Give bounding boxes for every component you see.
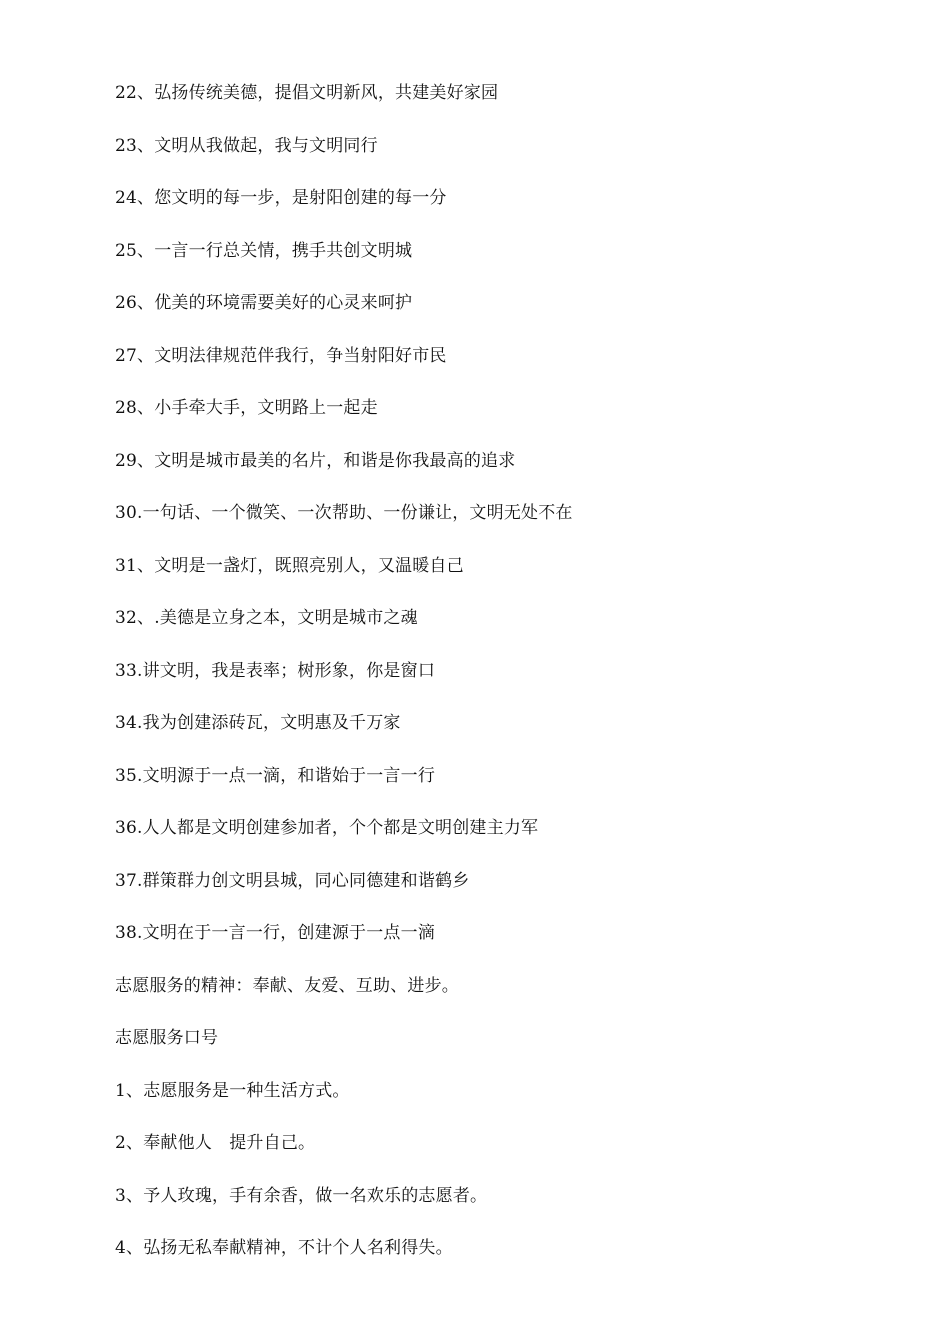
- text-line: 37.群策群力创文明县城，同心同德建和谐鹤乡: [115, 870, 470, 891]
- text-line: 31、文明是一盏灯，既照亮别人，又温暖自己: [115, 555, 464, 576]
- text-line: 27、文明法律规范伴我行，争当射阳好市民: [115, 345, 447, 366]
- text-line: 30.一句话、一个微笑、一次帮助、一份谦让，文明无处不在: [115, 503, 573, 523]
- text-line: 2、奉献他人 提升自己。: [115, 1133, 316, 1153]
- text-line: 35.文明源于一点一滴，和谐始于一言一行: [115, 765, 436, 786]
- text-line: 33.讲文明，我是表率；树形象，你是窗口: [115, 660, 436, 681]
- text-line: 36.人人都是文明创建参加者，个个都是文明创建主力军: [115, 818, 539, 838]
- text-line: 23、文明从我做起，我与文明同行: [115, 135, 378, 156]
- text-line: 25、一言一行总关情，携手共创文明城: [115, 240, 413, 261]
- text-line: 29、文明是城市最美的名片，和谐是你我最高的追求: [115, 450, 516, 471]
- text-line: 32、.美德是立身之本，文明是城市之魂: [115, 608, 418, 628]
- text-line: 38.文明在于一言一行，创建源于一点一滴: [115, 923, 436, 943]
- text-line: 34.我为创建添砖瓦，文明惠及千万家: [115, 713, 401, 733]
- text-line: 24、您文明的每一步，是射阳创建的每一分: [115, 188, 447, 208]
- text-line: 26、优美的环境需要美好的心灵来呵护: [115, 293, 413, 313]
- slogan-list: [115, 80, 915, 1288]
- text-line: 3、予人玫瑰，手有余香，做一名欢乐的志愿者。: [115, 1185, 488, 1206]
- text-line: 28、小手牵大手，文明路上一起走: [115, 398, 378, 418]
- section-heading: 志愿服务口号: [115, 1028, 219, 1048]
- text-line: 1、志愿服务是一种生活方式。: [115, 1080, 350, 1101]
- text-line: 22、弘扬传统美德，提倡文明新风，共建美好家园: [115, 83, 499, 103]
- volunteer-spirit-line: 志愿服务的精神：奉献、友爱、互助、进步。: [115, 975, 459, 996]
- text-line: 4、弘扬无私奉献精神，不计个人名利得失。: [115, 1238, 453, 1258]
